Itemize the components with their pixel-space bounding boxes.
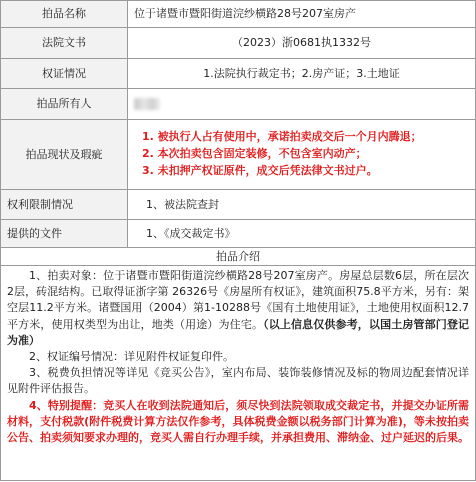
row-owner — [1, 89, 476, 120]
court-doc-value: （2023）浙0681执1332号 — [128, 28, 476, 59]
intro-p1-text: 1、拍卖对象：位于诸暨市暨阳街道浣纱横路28号207室房产。房屋总层数6层，所在层次2层，砖混结构。已取得证浙字第 26326号《房屋所有权证》，建筑面积75.8平方米，另有：架空层11.2平方米。诸暨国用（2004）第1-10288号《国有土地使用证》，土地使用权面积12.7平方米，使用权类型为出让，地类（用途）为住宅。 — [7, 269, 469, 331]
status-value — [128, 120, 476, 190]
row-intro-head — [1, 248, 476, 266]
rights-value: 1.法院执行裁定书；2.房产证；3.土地证 — [128, 59, 476, 89]
status-line: 1. 被执行人占有使用中，承诺拍卖成交后一个月内腾退； — [142, 130, 422, 144]
row-rights — [1, 59, 476, 89]
restrictions-value: 1、被法院查封 — [128, 190, 476, 220]
item-name-label: 拍品名称 — [1, 1, 128, 28]
intro-p1-note: （以上信息仅供参考，以国土房管部门登记为准） — [7, 317, 470, 347]
redacted-owner-name — [134, 98, 160, 110]
row-intro — [1, 266, 476, 481]
court-doc-label: 法院文书 — [1, 28, 128, 59]
documents-label: 提供的文件 — [1, 220, 128, 248]
row-item-name — [1, 1, 476, 28]
intro-title: 拍品介绍 — [1, 248, 476, 266]
intro-paragraph-4: 4、特别提醒：竞买人在收到法院通知后，须尽快到法院领取成交裁定书，并提交办证所需材料，支付税款(附件税费计算方法仅作参考，具体税费金额以税务部门计算为准)，等未按拍卖公告、拍卖须知要求办理的，竞买人需自行办理手续，并承担费用、滞纳金、过户延迟的后果。 — [7, 398, 469, 445]
intro-body — [1, 266, 476, 481]
intro-paragraph-3: 3、税费负担情况等详见《竞买公告》，室内布局、装饰装修情况及标的物周边配套情况详见附件评估报告。 — [7, 366, 469, 396]
row-restrictions — [1, 190, 476, 220]
restrictions-label: 权利限制情况 — [1, 190, 128, 220]
status-line: 2. 本次拍卖包含固定装修，不包含室内动产； — [142, 147, 367, 161]
owner-label: 拍品所有人 — [1, 89, 128, 120]
intro-paragraph-1 — [7, 268, 469, 349]
status-label: 拍品现状及瑕疵 — [1, 120, 128, 190]
intro-paragraph-2: 2、权证编号情况：详见附件权证复印件。 — [29, 350, 234, 364]
row-documents — [1, 220, 476, 248]
item-name-value: 位于诸暨市暨阳街道浣纱横路28号207室房产 — [128, 1, 476, 28]
status-line: 3. 未扣押产权证原件，成交后凭法律文书过户。 — [142, 163, 378, 177]
row-court-doc — [1, 28, 476, 59]
documents-value: 1、《成交裁定书》 — [128, 220, 476, 248]
row-status — [1, 120, 476, 190]
owner-value — [128, 89, 476, 120]
rights-label: 权证情况 — [1, 59, 128, 89]
